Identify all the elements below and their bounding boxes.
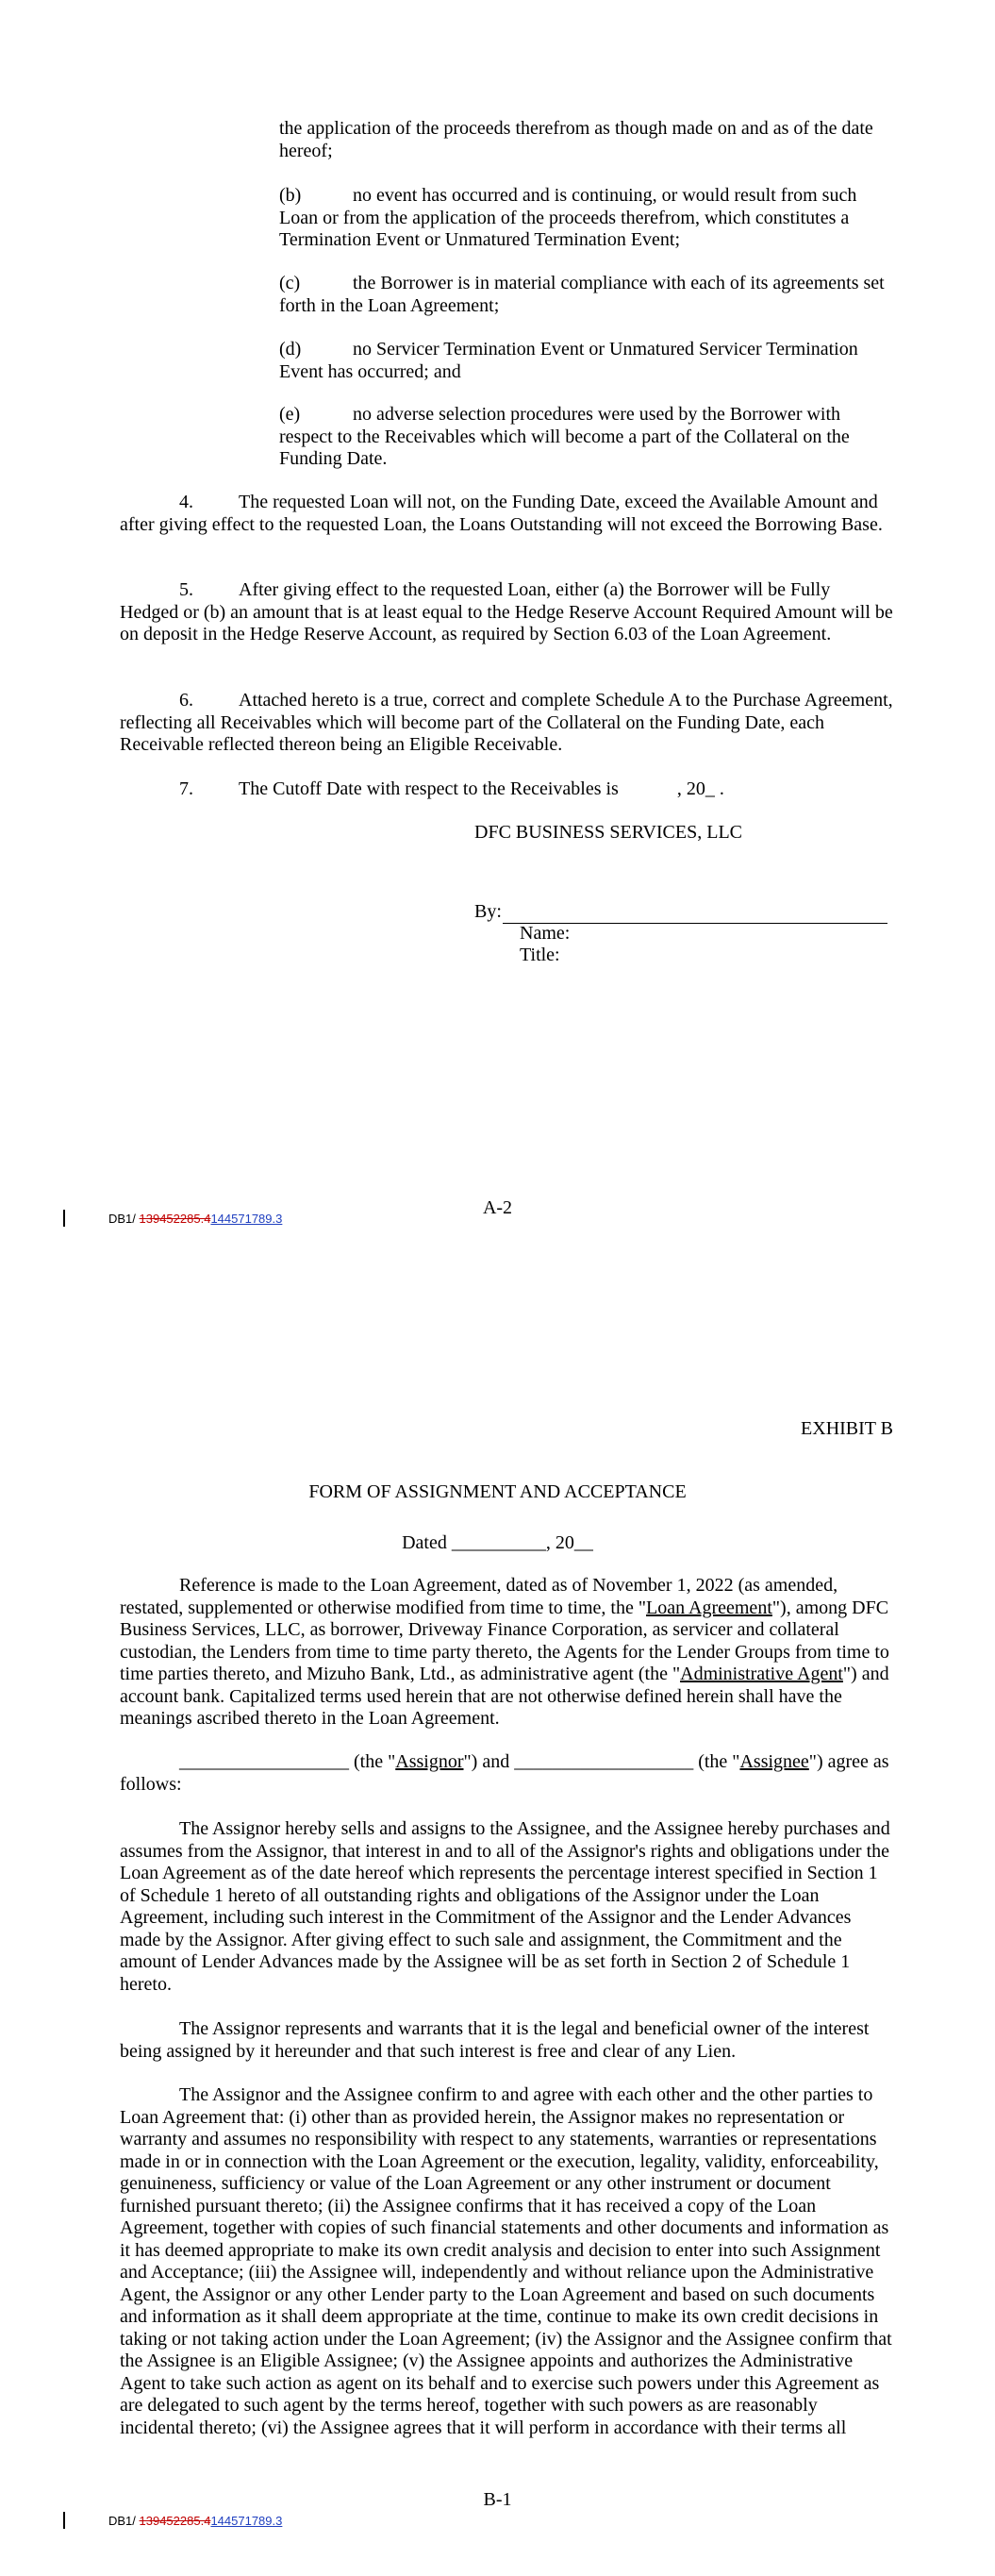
parties-paragraph — [120, 1751, 893, 1796]
clause-label: (d) — [279, 339, 302, 360]
defined-term-administrative-agent: Administrative Agent — [680, 1664, 843, 1684]
clause-text: no adverse selection procedures were used by the Borrower with respect to the Receivables which will become a part of the Collateral on the Funding Date. — [279, 404, 850, 469]
page-number: B-1 — [483, 2489, 512, 2510]
reference-text: "), among DFC Business Services, LLC, as borrower, Driveway Finance Corporation, as servicer and collateral custodian, the Lenders from time to time party thereto, the Agents for the Lender Groups from time to time parties thereto, and Mizuho Bank, Ltd., as administrative agent (the " — [120, 1597, 889, 1684]
clause-text: no Servicer Termination Event or Unmatured Servicer Termination Event has occurred; and — [279, 339, 858, 382]
change-bar — [63, 2512, 65, 2529]
document-id — [108, 1212, 282, 1227]
signature-name: Name: — [520, 923, 571, 944]
defined-term-assignee: Assignee — [739, 1751, 809, 1772]
paragraph-number: 7. — [179, 778, 193, 799]
exhibit-label: EXHIBIT B — [801, 1418, 893, 1439]
change-bar — [63, 1210, 65, 1227]
page-number: A-2 — [482, 1197, 513, 1218]
inserted-id: 144571789.3 — [210, 2514, 283, 2528]
reference-paragraph — [120, 1575, 893, 1731]
cutoff-date: , 20_ . — [676, 778, 724, 799]
paragraph-6 — [120, 690, 893, 757]
paragraph-number: 5. — [179, 579, 193, 600]
defined-term-loan-agreement: Loan Agreement — [646, 1597, 772, 1618]
reference-text: ") and account bank. Capitalized terms used herein that are not otherwise defined herein shall have the meanings ascribed thereto in the Loan Agreement. — [120, 1664, 889, 1729]
clause-d — [279, 339, 892, 383]
paragraph-text: The Cutoff Date with respect to the Receivables is — [239, 778, 619, 799]
parties-text: ") agree as follows: — [120, 1751, 889, 1795]
signature-line — [503, 904, 887, 924]
paragraph-5 — [120, 579, 893, 646]
paragraph-text: The requested Loan will not, on the Funding Date, exceed the Available Amount and after giving effect to the requested Loan, the Loans Outstanding will not exceed the Borrowing Base. — [120, 492, 883, 535]
continued-clause: the application of the proceeds therefrom as though made on and as of the date hereof; — [279, 118, 873, 161]
company-name: DFC BUSINESS SERVICES, LLC — [474, 822, 743, 843]
representation-paragraph: The Assignor represents and warrants that it is the legal and beneficial owner of the interest being assigned by it hereunder and that such interest is free and clear of any Lien. — [120, 2018, 870, 2062]
deleted-id: 139452285.4 — [139, 1212, 211, 1226]
paragraph-7 — [120, 778, 893, 801]
inserted-id: 144571789.3 — [210, 1212, 283, 1226]
clause-label: (e) — [279, 404, 301, 425]
defined-term-assignor: Assignor — [395, 1751, 464, 1772]
clause-text: no event has occurred and is continuing, or would result from such Loan or from the application of the proceeds therefrom, which constitutes a Termination Event or Unmatured Termination Event; — [279, 185, 857, 250]
by-label: By: — [474, 901, 502, 922]
document-id — [108, 2514, 282, 2529]
clause-c — [279, 273, 892, 317]
document-id-prefix: DB1/ — [108, 1212, 140, 1226]
paragraph-text: After giving effect to the requested Loan, either (a) the Borrower will be Fully Hedged or (b) an amount that is at least equal to the Hedge Reserve Account Required Amount will be on deposit in the Hedge Reserve Account, as required by Section 6.03 of the Loan Agreement. — [120, 579, 893, 644]
clause-e — [279, 404, 892, 471]
clause-label: (b) — [279, 185, 302, 206]
clause-b — [279, 185, 892, 252]
paragraph-number: 6. — [179, 690, 193, 711]
sale-assignment-paragraph: The Assignor hereby sells and assigns to the Assignee, and the Assignee hereby purchases and assumes from the Assignor, that interest in and to all of the Assignor's rights and obligations under the Loan Agreement as of the date hereof which represents the percentage interest specified in Section 1 of Schedule 1 hereto of all outstanding rights and obligations of the Assignor under the Loan Agreement, including such interest in the Commitment of the Assignor and the Lender Advances made by the Assignor. After giving effect to such sale and assignment, the Commitment and the amount of Lender Advances made by the Assignee will be as set forth in Section 2 of Schedule 1 hereto. — [120, 1818, 890, 1995]
signature-by — [474, 901, 887, 924]
paragraph-4 — [120, 492, 893, 536]
paragraph-text: Attached hereto is a true, correct and complete Schedule A to the Purchase Agreement, reflecting all Receivables which will become part of the Collateral on the Funding Date, each Receivable reflected thereon being an Eligible Receivable. — [120, 690, 893, 755]
parties-text: ") and ___________________ (the " — [463, 1751, 740, 1772]
deleted-id: 139452285.4 — [139, 2514, 211, 2528]
document-id-prefix: DB1/ — [108, 2514, 140, 2528]
confirmation-paragraph: The Assignor and the Assignee confirm to and agree with each other and the other parties to Loan Agreement that: (i) other than as provided herein, the Assignor makes no representation or warranty and assumes no responsibility with respect to any statements, warranties or representations made in or in connection with the Loan Agreement or the execution, legality, validity, enforceability, genuineness, sufficiency or value of the Loan Agreement or any other instrument or document furnished pursuant thereto; (ii) the Assignee confirms that it has received a copy of the Loan Agreement, together with copies of such financial statements and other documents and information as it has deemed appropriate to make its own credit analysis and decision to enter into such Assignment and Acceptance; (iii) the Assignee will, independently and without reliance upon the Administrative Agent, the Assignor or any other Lender party to the Loan Agreement and based on such documents and information as it shall deem appropriate at the time, continue to make its own credit decisions in taking or not taking action under the Loan Agreement; (iv) the Assignor and the Assignee confirm that the Assignee is an Eligible Assignee; (v) the Assignee appoints and authorizes the Administrative Agent to take such action as agent on its behalf and to exercise such powers under this Agreement as are delegated to such agent by the terms hereof, together with such powers as are reasonably incidental thereto; (vi) the Assignee agrees that it will perform in accordance with their terms all — [120, 2084, 892, 2438]
form-heading: FORM OF ASSIGNMENT AND ACCEPTANCE — [308, 1481, 687, 1502]
clause-text: the Borrower is in material compliance with each of its agreements set forth in the Loan Agreement; — [279, 273, 885, 316]
paragraph-number: 4. — [179, 492, 193, 512]
parties-text: __________________ (the " — [179, 1751, 396, 1772]
signature-title: Title: — [520, 945, 560, 965]
reference-text: Reference is made to the Loan Agreement, dated as of November 1, 2022 (as amended, restated, supplemented or otherwise modified from time to time, the " — [120, 1575, 838, 1618]
dated-line: Dated __________, 20__ — [402, 1532, 593, 1553]
clause-label: (c) — [279, 273, 301, 293]
